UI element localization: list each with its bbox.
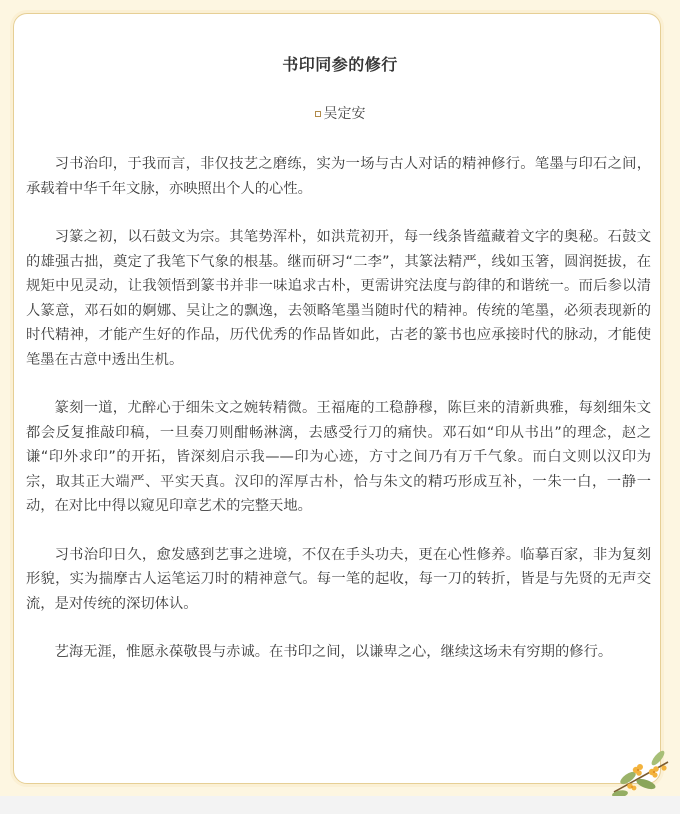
article-title: 书印同参的修行 xyxy=(282,55,398,74)
paragraph-1: 习书治印，于我而言，非仅技艺之磨练，实为一场与古人对话的精神修行。笔墨与印石之间，承载着中华千年文脉，亦映照出个人的心性。 xyxy=(26,156,651,197)
paragraph-4: 习书治印日久，愈发感到艺事之进境，不仅在手头功夫，更在心性修养。临摹百家，非为复刻形貌，实为揣摩古人运笔运刀时的精神意气。每一笔的起收，每一刀的转折，皆是与先贤的无声交流，是对传统的深切体认。 xyxy=(26,546,651,612)
author-name: 吴定安 xyxy=(323,106,366,122)
paragraph-3: 篆刻一道，尤醉心于细朱文之婉转精微。王福庵的工稳静穆，陈巨来的清新典雅，每刻细朱文都会反复推敲印稿，一旦奏刀则酣畅淋漓，去感受行刀的痛快。邓石如“印从书出”的理念，赵之谦“印外求印”的开拓，皆深刻启示我——印为心迹，方寸之间乃有万千气象。而白文则以汉印为宗，取其正大端严、平实天真。汉印的浑厚古朴，恰与朱文的精巧形成互补，一朱一白，一静一动，在对比中得以窥见印章艺术的完整天地。 xyxy=(26,400,651,514)
author-marker-icon xyxy=(315,111,321,117)
paragraph-5: 艺海无涯，惟愿永葆敬畏与赤诚。在书印之间，以谦卑之心，继续这场未有穷期的修行。 xyxy=(54,644,613,660)
author-line xyxy=(0,103,680,123)
article-body xyxy=(26,152,651,689)
footer-strip xyxy=(0,796,680,814)
paragraph-2: 习篆之初，以石鼓文为宗。其笔势浑朴，如洪荒初开，每一线条皆蕴藏着文字的奥秘。石鼓文的雄强古拙，奠定了我笔下气象的根基。继而研习“二李”，其篆法精严，线如玉箸，圆润挺拔，在规矩中见灵动，让我领悟到篆书并非一味追求古朴，更需讲究法度与韵律的和谐统一。而后参以清人篆意，邓石如的婀娜、吴让之的飘逸，去领略笔墨当随时代的精神。传统的笔墨，必须表现新的时代精神，才能产生好的作品，历代优秀的作品皆如此，古老的篆书也应承接时代的脉动，才能使笔墨在古意中透出生机。 xyxy=(26,229,651,368)
osmanthus-flower-icon xyxy=(606,742,676,802)
